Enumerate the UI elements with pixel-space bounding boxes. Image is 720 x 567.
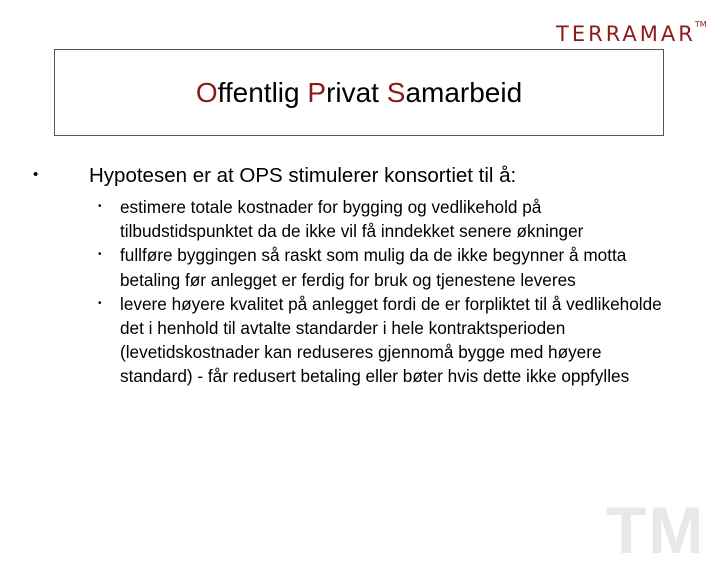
sub-bullet-icon: •: [98, 297, 102, 309]
sub-bullet-item: [98, 243, 668, 291]
sub-bullet-icon: •: [98, 201, 102, 212]
sub-bullet-text: fullføre byggingen så raskt som mulig da de ikke begynner å motta betaling før anlegget er ferdig for bruk og tjenestene leveres: [120, 245, 627, 290]
title-box: [54, 49, 664, 136]
title-initial-o: O: [195, 76, 218, 108]
logo-text: TERRAMAR: [556, 22, 696, 46]
sub-bullet-text: levere høyere kvalitet på anlegget fordi de er forpliktet til å vedlikeholde det i henhold til avtalte standarder i hele kontraktsperioden (levetidskostnader kan reduseres gjennomå bygge med høyere standard) - får redusert betaling eller bøter hvis dette ikke oppfylles: [120, 293, 662, 387]
title-initial-p: P: [307, 76, 327, 108]
title-initial-s: S: [386, 76, 406, 108]
tm-watermark: TM: [606, 493, 706, 567]
title-word-offentlig: ffentlig: [217, 76, 308, 108]
sub-bullet-icon: •: [98, 249, 102, 261]
terramar-logo: [556, 20, 707, 48]
main-bullet-icon: •: [33, 166, 39, 183]
sub-bullet-list: [98, 195, 698, 389]
sub-bullet-item: [98, 195, 668, 243]
slide-title: [196, 77, 522, 109]
main-bullet-text: Hypotesen er at OPS stimulerer konsortiet til å:: [89, 164, 517, 187]
sub-bullet-text: estimere totale kostnader for bygging og vedlikehold på tilbudstidspunktet da de ikke vil få inndekket senere økninger: [120, 197, 584, 242]
sub-bullet-item: [98, 292, 668, 389]
title-word-samarbeid: amarbeid: [405, 76, 523, 108]
title-word-privat: rivat: [326, 76, 387, 108]
logo-trademark: TM: [694, 20, 707, 29]
